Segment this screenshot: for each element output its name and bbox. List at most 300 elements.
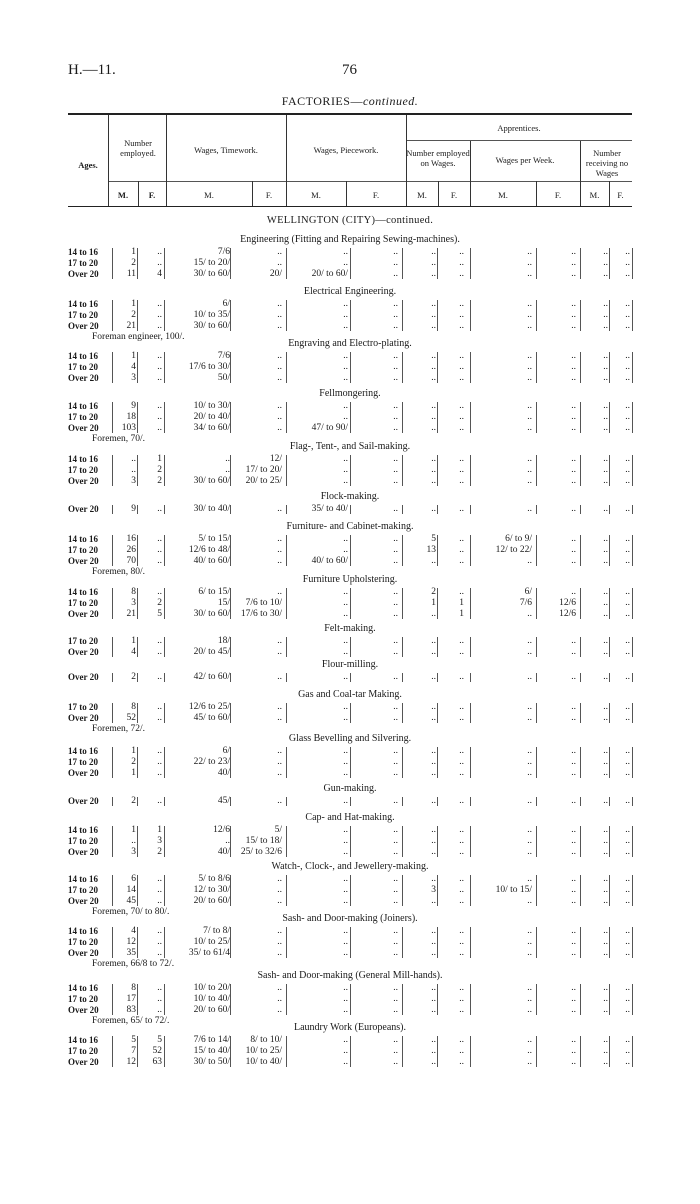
- section-heading: Furniture Upholstering.: [302, 574, 398, 585]
- value-cell: ..: [459, 874, 464, 884]
- column-rule: [470, 747, 471, 778]
- value-cell: 20/ to 60/: [311, 269, 348, 279]
- value-cell: ..: [625, 373, 630, 383]
- value-cell: ..: [459, 948, 464, 958]
- value-cell: ..: [393, 1035, 398, 1045]
- value-cell: ..: [277, 373, 282, 383]
- header-f: F.: [265, 190, 273, 200]
- value-cell: ..: [157, 885, 162, 895]
- value-cell: ..: [459, 534, 464, 544]
- value-cell: ..: [571, 757, 576, 767]
- header-f: F.: [617, 190, 624, 200]
- header-m: M.: [311, 190, 321, 200]
- column-rule: [437, 927, 438, 958]
- column-rule: [137, 455, 138, 486]
- value-cell: ..: [277, 534, 282, 544]
- value-cell: 10/ to 40/: [193, 994, 230, 1004]
- column-rule: [164, 673, 165, 682]
- value-cell: ..: [603, 465, 608, 475]
- value-cell: ..: [527, 269, 532, 279]
- value-cell: ..: [393, 746, 398, 756]
- foremen-note: Foremen, 66/8 to 72/.: [92, 959, 175, 969]
- value-cell: ..: [603, 1035, 608, 1045]
- header-f: F.: [554, 190, 562, 200]
- column-rule: [580, 747, 581, 778]
- value-cell: ..: [157, 423, 162, 433]
- value-cell: ..: [431, 247, 436, 257]
- column-rule: [632, 455, 633, 486]
- column-rule: [402, 826, 403, 857]
- value-cell: ..: [527, 299, 532, 309]
- value-cell: ..: [527, 672, 532, 682]
- value-cell: ..: [571, 258, 576, 268]
- value-cell: ..: [157, 258, 162, 268]
- column-rule: [112, 984, 113, 1015]
- value-cell: 7/6: [217, 351, 230, 361]
- value-cell: 4: [131, 362, 136, 372]
- column-rule: [536, 1036, 537, 1067]
- value-cell: ..: [459, 636, 464, 646]
- value-cell: 12/: [269, 454, 282, 464]
- value-cell: ..: [459, 885, 464, 895]
- column-rule: [112, 535, 113, 566]
- value-cell: ..: [527, 825, 532, 835]
- value-cell: 13: [426, 545, 436, 555]
- value-cell: ..: [277, 874, 282, 884]
- column-rule: [609, 1036, 610, 1067]
- value-cell: ..: [459, 299, 464, 309]
- value-cell: ..: [393, 598, 398, 608]
- section-heading: Cap- and Hat-making.: [305, 812, 395, 823]
- value-cell: 15/ to 20/: [193, 258, 230, 268]
- value-cell: ..: [393, 321, 398, 331]
- age-cell: 14 to 16: [68, 983, 98, 993]
- value-cell: 3: [131, 373, 136, 383]
- value-cell: 8/ to 10/: [250, 1035, 282, 1045]
- foremen-note: Foreman engineer, 100/.: [92, 332, 185, 342]
- value-cell: ..: [277, 713, 282, 723]
- value-cell: ..: [431, 825, 436, 835]
- value-cell: ..: [343, 746, 348, 756]
- value-cell: ..: [277, 258, 282, 268]
- value-cell: ..: [459, 896, 464, 906]
- value-cell: ..: [343, 926, 348, 936]
- value-cell: ..: [343, 351, 348, 361]
- section-heading: Watch-, Clock-, and Jewellery-making.: [271, 861, 429, 872]
- foremen-note: Foremen, 80/.: [92, 567, 146, 577]
- column-rule: [230, 927, 231, 958]
- value-cell: 1: [459, 598, 464, 608]
- column-rule: [536, 703, 537, 723]
- value-cell: 1: [131, 746, 136, 756]
- value-cell: ..: [277, 937, 282, 947]
- value-cell: ..: [625, 423, 630, 433]
- value-cell: ..: [571, 672, 576, 682]
- value-cell: ..: [459, 556, 464, 566]
- value-cell: ..: [343, 948, 348, 958]
- column-rule: [470, 673, 471, 682]
- value-cell: ..: [393, 310, 398, 320]
- header-f: F.: [372, 190, 380, 200]
- value-cell: ..: [393, 636, 398, 646]
- column-rule: [230, 588, 231, 619]
- column-rule: [580, 352, 581, 383]
- value-cell: ..: [603, 362, 608, 372]
- value-cell: ..: [157, 896, 162, 906]
- value-cell: 45/: [217, 796, 230, 806]
- value-cell: ..: [157, 746, 162, 756]
- column-rule: [470, 797, 471, 806]
- value-cell: ..: [625, 768, 630, 778]
- value-cell: ..: [603, 926, 608, 936]
- column-rule: [437, 505, 438, 514]
- column-rule: [137, 535, 138, 566]
- age-cell: Over 20: [68, 504, 99, 514]
- age-cell: 14 to 16: [68, 247, 98, 257]
- value-cell: ..: [393, 373, 398, 383]
- value-cell: ..: [343, 534, 348, 544]
- value-cell: 12/6 to 25/: [188, 702, 230, 712]
- value-cell: ..: [343, 768, 348, 778]
- value-cell: ..: [343, 847, 348, 857]
- value-cell: ..: [431, 556, 436, 566]
- column-rule: [437, 875, 438, 906]
- age-cell: 17 to 20: [68, 412, 98, 422]
- value-cell: ..: [571, 247, 576, 257]
- value-cell: ..: [343, 362, 348, 372]
- value-cell: ..: [431, 1057, 436, 1067]
- column-rule: [402, 588, 403, 619]
- column-rule: [470, 352, 471, 383]
- value-cell: 25/ to 32/6: [240, 847, 282, 857]
- value-cell: ..: [393, 896, 398, 906]
- value-cell: ..: [571, 556, 576, 566]
- column-rule: [437, 984, 438, 1015]
- value-cell: ..: [571, 983, 576, 993]
- value-cell: ..: [431, 454, 436, 464]
- column-rule: [350, 984, 351, 1015]
- age-cell: 14 to 16: [68, 1035, 98, 1045]
- value-cell: ..: [459, 321, 464, 331]
- value-cell: ..: [625, 299, 630, 309]
- column-rule: [230, 455, 231, 486]
- value-cell: ..: [157, 874, 162, 884]
- value-cell: ..: [603, 412, 608, 422]
- value-cell: ..: [277, 310, 282, 320]
- column-rule: [402, 797, 403, 806]
- column-rule: [112, 673, 113, 682]
- value-cell: ..: [393, 351, 398, 361]
- value-cell: ..: [277, 299, 282, 309]
- column-rule: [536, 673, 537, 682]
- foremen-note: Foremen, 70/.: [92, 434, 146, 444]
- column-rule: [286, 402, 287, 433]
- column-rule: [402, 875, 403, 906]
- value-cell: 17/ to 20/: [245, 465, 282, 475]
- value-cell: ..: [603, 1057, 608, 1067]
- value-cell: ..: [527, 454, 532, 464]
- value-cell: ..: [571, 636, 576, 646]
- value-cell: ..: [625, 702, 630, 712]
- value-cell: ..: [459, 545, 464, 555]
- value-cell: 34/ to 60/: [193, 423, 230, 433]
- value-cell: 8: [131, 983, 136, 993]
- column-rule: [402, 984, 403, 1015]
- value-cell: 7/6: [217, 247, 230, 257]
- value-cell: ..: [459, 423, 464, 433]
- value-cell: ..: [157, 401, 162, 411]
- value-cell: ..: [527, 836, 532, 846]
- column-rule: [137, 402, 138, 433]
- column-rule: [580, 588, 581, 619]
- column-rule: [350, 1036, 351, 1067]
- value-cell: ..: [459, 702, 464, 712]
- column-rule: [470, 588, 471, 619]
- column-rule: [286, 588, 287, 619]
- value-cell: ..: [157, 362, 162, 372]
- value-cell: ..: [343, 713, 348, 723]
- column-rule: [286, 927, 287, 958]
- value-cell: 10/ to 25/: [245, 1046, 282, 1056]
- value-cell: ..: [393, 885, 398, 895]
- column-rule: [137, 875, 138, 906]
- value-cell: ..: [625, 465, 630, 475]
- age-cell: 17 to 20: [68, 545, 98, 555]
- value-cell: ..: [277, 1005, 282, 1015]
- value-cell: ..: [603, 454, 608, 464]
- value-cell: 12/6: [559, 609, 576, 619]
- value-cell: ..: [603, 373, 608, 383]
- column-rule: [350, 352, 351, 383]
- value-cell: ..: [431, 351, 436, 361]
- value-cell: ..: [431, 1046, 436, 1056]
- value-cell: ..: [431, 504, 436, 514]
- value-cell: ..: [571, 465, 576, 475]
- value-cell: ..: [157, 412, 162, 422]
- column-rule: [402, 248, 403, 279]
- value-cell: ..: [625, 269, 630, 279]
- column-rule: [230, 505, 231, 514]
- value-cell: ..: [571, 373, 576, 383]
- value-cell: ..: [571, 401, 576, 411]
- column-rule: [402, 402, 403, 433]
- value-cell: ..: [431, 672, 436, 682]
- value-cell: ..: [527, 796, 532, 806]
- value-cell: ..: [625, 1005, 630, 1015]
- column-rule: [580, 535, 581, 566]
- column-rule: [137, 984, 138, 1015]
- value-cell: 2: [157, 847, 162, 857]
- column-rule: [164, 797, 165, 806]
- value-cell: 45: [126, 896, 136, 906]
- value-cell: ..: [571, 362, 576, 372]
- value-cell: ..: [277, 885, 282, 895]
- value-cell: ..: [431, 362, 436, 372]
- column-rule: [470, 300, 471, 331]
- age-cell: Over 20: [68, 1057, 99, 1067]
- column-rule: [536, 637, 537, 657]
- value-cell: ..: [431, 768, 436, 778]
- column-rule: [137, 673, 138, 682]
- value-cell: ..: [603, 609, 608, 619]
- column-rule: [609, 588, 610, 619]
- value-cell: 3: [131, 847, 136, 857]
- value-cell: ..: [603, 401, 608, 411]
- value-cell: ..: [625, 504, 630, 514]
- value-cell: ..: [157, 926, 162, 936]
- age-cell: 17 to 20: [68, 362, 98, 372]
- column-rule: [137, 703, 138, 723]
- value-cell: 7/ to 8/: [203, 926, 230, 936]
- value-cell: 3: [131, 598, 136, 608]
- value-cell: ..: [527, 757, 532, 767]
- age-cell: Over 20: [68, 672, 99, 682]
- value-cell: ..: [459, 351, 464, 361]
- value-cell: ..: [459, 926, 464, 936]
- value-cell: ..: [459, 746, 464, 756]
- age-cell: 17 to 20: [68, 885, 98, 895]
- value-cell: ..: [459, 825, 464, 835]
- value-cell: ..: [431, 836, 436, 846]
- header-m: M.: [498, 190, 508, 200]
- value-cell: ..: [157, 534, 162, 544]
- value-cell: ..: [603, 647, 608, 657]
- column-rule: [470, 1036, 471, 1067]
- value-cell: ..: [625, 796, 630, 806]
- value-cell: ..: [603, 534, 608, 544]
- value-cell: ..: [157, 796, 162, 806]
- value-cell: ..: [343, 825, 348, 835]
- value-cell: 20/ to 25/: [245, 476, 282, 486]
- value-cell: 2: [131, 796, 136, 806]
- value-cell: ..: [431, 1005, 436, 1015]
- column-rule: [402, 673, 403, 682]
- value-cell: 2: [131, 757, 136, 767]
- column-rule: [230, 747, 231, 778]
- value-cell: 4: [131, 926, 136, 936]
- age-cell: Over 20: [68, 609, 99, 619]
- value-cell: ..: [603, 948, 608, 958]
- value-cell: 2: [431, 587, 436, 597]
- value-cell: ..: [571, 896, 576, 906]
- value-cell: ..: [157, 768, 162, 778]
- value-cell: 63: [152, 1057, 162, 1067]
- age-cell: 14 to 16: [68, 874, 98, 884]
- value-cell: 1: [131, 825, 136, 835]
- value-cell: ..: [431, 948, 436, 958]
- value-cell: ..: [625, 983, 630, 993]
- column-rule: [164, 984, 165, 1015]
- value-cell: ..: [343, 545, 348, 555]
- column-rule: [402, 927, 403, 958]
- value-cell: ..: [431, 321, 436, 331]
- value-cell: ..: [603, 476, 608, 486]
- value-cell: ..: [277, 636, 282, 646]
- column-rule: [437, 352, 438, 383]
- value-cell: ..: [343, 609, 348, 619]
- value-cell: ..: [527, 423, 532, 433]
- column-rule: [112, 455, 113, 486]
- value-cell: ..: [343, 647, 348, 657]
- column-rule: [536, 927, 537, 958]
- value-cell: ..: [459, 937, 464, 947]
- column-rule: [437, 673, 438, 682]
- column-rule: [632, 588, 633, 619]
- value-cell: 12/6: [559, 598, 576, 608]
- value-cell: ..: [571, 534, 576, 544]
- value-cell: ..: [431, 983, 436, 993]
- column-rule: [536, 797, 537, 806]
- value-cell: ..: [625, 258, 630, 268]
- value-cell: ..: [343, 412, 348, 422]
- value-cell: ..: [459, 994, 464, 1004]
- value-cell: ..: [625, 247, 630, 257]
- value-cell: ..: [603, 310, 608, 320]
- column-rule: [536, 747, 537, 778]
- value-cell: ..: [603, 825, 608, 835]
- value-cell: 3: [157, 836, 162, 846]
- value-cell: ..: [625, 321, 630, 331]
- column-rule: [580, 1036, 581, 1067]
- page-title: FACTORIES—continued.: [281, 94, 419, 108]
- value-cell: ..: [225, 836, 230, 846]
- column-rule: [350, 535, 351, 566]
- column-rule: [470, 703, 471, 723]
- value-cell: ..: [603, 874, 608, 884]
- value-cell: ..: [343, 1005, 348, 1015]
- value-cell: ..: [603, 937, 608, 947]
- column-rule: [164, 1036, 165, 1067]
- value-cell: ..: [527, 310, 532, 320]
- value-cell: ..: [527, 937, 532, 947]
- value-cell: ..: [527, 373, 532, 383]
- value-cell: ..: [527, 874, 532, 884]
- value-cell: ..: [131, 836, 136, 846]
- value-cell: ..: [277, 351, 282, 361]
- column-rule: [536, 402, 537, 433]
- value-cell: 10/ to 40/: [245, 1057, 282, 1067]
- value-cell: ..: [157, 545, 162, 555]
- age-cell: 14 to 16: [68, 401, 98, 411]
- value-cell: ..: [571, 926, 576, 936]
- value-cell: ..: [431, 476, 436, 486]
- value-cell: 52: [152, 1046, 162, 1056]
- header-m: M.: [417, 190, 427, 200]
- value-cell: 70: [126, 556, 136, 566]
- value-cell: ..: [431, 796, 436, 806]
- column-rule: [164, 352, 165, 383]
- value-cell: ..: [343, 310, 348, 320]
- column-rule: [230, 637, 231, 657]
- section-heading: Gun-making.: [323, 783, 377, 794]
- value-cell: ..: [625, 362, 630, 372]
- value-cell: ..: [527, 896, 532, 906]
- header-m: M.: [204, 190, 214, 200]
- value-cell: ..: [131, 454, 136, 464]
- value-cell: 35/ to 61/4: [188, 948, 230, 958]
- value-cell: 18: [126, 412, 136, 422]
- column-rule: [470, 505, 471, 514]
- column-rule: [580, 826, 581, 857]
- value-cell: ..: [343, 321, 348, 331]
- value-cell: ..: [393, 937, 398, 947]
- value-cell: ..: [431, 647, 436, 657]
- column-rule: [632, 984, 633, 1015]
- column-rule: [609, 455, 610, 486]
- value-cell: 20/ to 60/: [193, 1005, 230, 1015]
- column-rule: [350, 673, 351, 682]
- value-cell: 17: [126, 994, 136, 1004]
